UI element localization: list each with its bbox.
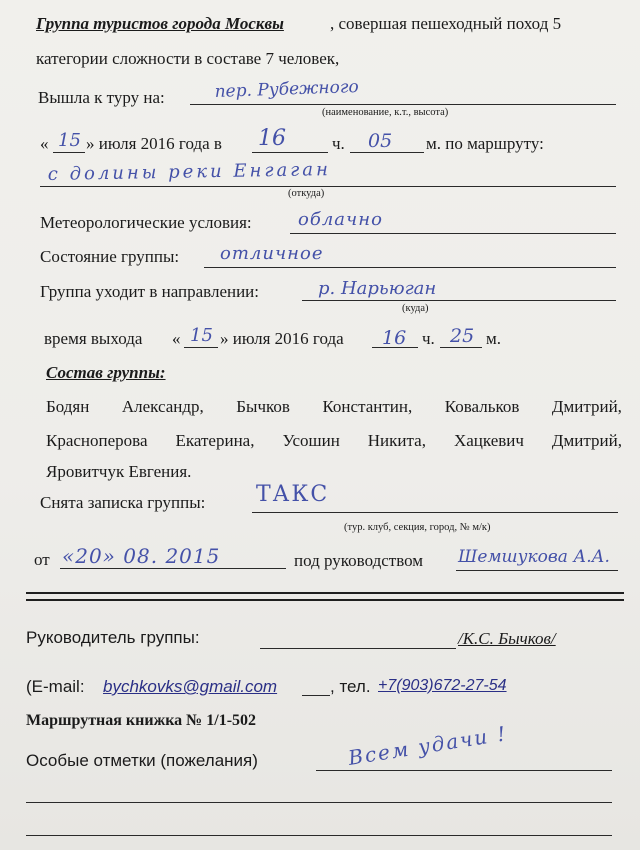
exit-line — [190, 104, 616, 105]
date-day: 15 — [58, 130, 81, 151]
phone-link[interactable]: +7(903)672-27-54 — [378, 677, 507, 694]
member-word: Ковальков — [444, 397, 520, 416]
special-extra-line-1 — [26, 802, 612, 803]
member-word: Дмитрий, — [551, 397, 622, 416]
departure-label: время выхода — [44, 329, 143, 348]
weather-line — [290, 233, 616, 234]
from-value: с долины реки Енгаган — [47, 159, 332, 185]
email-link[interactable]: bychkovks@gmail.com — [103, 677, 278, 696]
note-taken-value: ТАКС — [256, 482, 330, 507]
member-word: Никита, — [367, 431, 426, 450]
direction-value: р. Нарьюган — [318, 278, 437, 299]
hour-label: ч. — [332, 134, 345, 153]
phone-label: , тел. — [330, 677, 371, 696]
departure-h-label: ч. — [422, 329, 435, 348]
from-note: (откуда) — [288, 188, 325, 199]
special-line — [316, 770, 612, 771]
exit-label: Вышла к туру на: — [38, 88, 165, 107]
member-word: Екатерина, — [175, 431, 255, 450]
leader-label: под руководством — [294, 551, 424, 570]
state-label: Состояние группы: — [40, 247, 180, 266]
departure-hour: 16 — [382, 327, 407, 349]
weather-label: Метеорологические условия: — [40, 213, 252, 232]
date-day-line — [53, 152, 85, 153]
separator-bottom — [26, 599, 624, 601]
minute-value: 05 — [368, 130, 393, 152]
member-word: Константин, — [322, 397, 413, 416]
departure-minute: 25 — [450, 325, 475, 347]
date-open: « — [40, 134, 49, 153]
head-signature-line — [260, 648, 456, 649]
departure-open: « — [172, 329, 181, 348]
member-word: Хацкевич — [453, 431, 524, 450]
header-line1-rest: , совершая пешеходный поход 5 — [330, 14, 562, 33]
member-word: Усошин — [282, 431, 340, 450]
members-title: Состав группы: — [46, 363, 166, 382]
direction-label: Группа уходит в направлении: — [40, 282, 259, 301]
email-label: (E-mail: — [26, 677, 85, 696]
minute-label: м. по маршруту: — [426, 134, 544, 153]
member-word: Красноперова — [46, 431, 148, 450]
member-word: Бодян — [46, 397, 90, 416]
special-extra-line-2 — [26, 835, 612, 836]
departure-minute-line — [440, 347, 482, 348]
from-line — [40, 186, 616, 187]
leader-value: Шемшукова А.А. — [458, 547, 610, 567]
head-name: /К.С. Бычков/ — [458, 629, 556, 648]
departure-m-label: м. — [486, 329, 502, 348]
members-line-2 — [46, 432, 622, 449]
note-taken-label: Снята записка группы: — [40, 493, 206, 512]
state-value: отличное — [220, 243, 324, 264]
route-book: Маршрутная книжка № 1/1-502 — [26, 712, 257, 729]
direction-line — [302, 300, 616, 301]
hour-line — [252, 152, 328, 153]
note-date: «20» 08. 2015 — [62, 544, 221, 568]
email-tail-line — [302, 695, 330, 696]
special-label: Особые отметки (пожелания) — [26, 751, 258, 770]
head-label: Руководитель группы: — [26, 628, 200, 647]
members-line-3: Яровитчук Евгения. — [46, 462, 192, 481]
separator-top — [26, 592, 624, 594]
departure-mid: » июля 2016 года — [220, 329, 344, 348]
weather-value: облачно — [298, 209, 383, 230]
exit-note: (наименование, к.т., высота) — [322, 107, 449, 118]
state-line — [204, 267, 616, 268]
departure-day: 15 — [190, 325, 213, 346]
group-title: Группа туристов города Москвы — [36, 14, 284, 33]
minute-line — [350, 152, 424, 153]
note-taken-line — [252, 512, 618, 513]
direction-note: (куда) — [402, 303, 429, 314]
members-line-1 — [46, 398, 622, 415]
member-word: Александр, — [121, 397, 204, 416]
departure-day-line — [184, 347, 218, 348]
date-mid: » июля 2016 года в — [86, 134, 222, 153]
exit-value: пер. Рубежного — [214, 76, 359, 102]
note-taken-note: (тур. клуб, секция, город, № м/к) — [344, 522, 491, 533]
hour-value: 16 — [258, 126, 286, 151]
leader-line — [456, 570, 618, 571]
special-value: Всем удачи ! — [346, 721, 509, 770]
header-line2: категории сложности в составе 7 человек, — [36, 49, 340, 68]
note-date-line — [60, 568, 286, 569]
member-word: Дмитрий, — [551, 431, 622, 450]
note-from-label: от — [34, 550, 50, 569]
member-word: Бычков — [236, 397, 290, 416]
